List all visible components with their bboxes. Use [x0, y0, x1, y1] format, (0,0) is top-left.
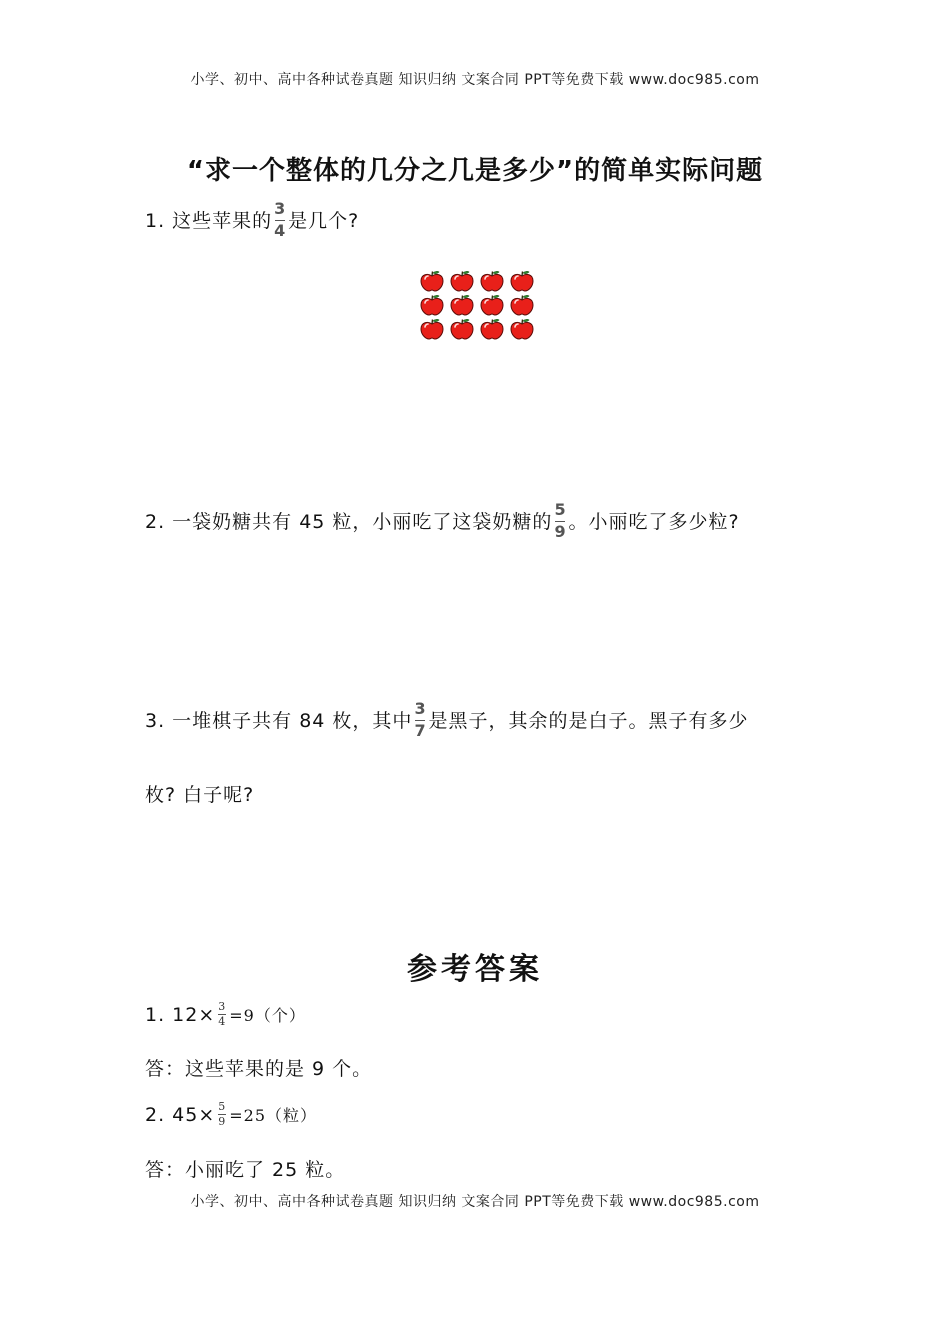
- fraction-3-4: $\frac{3}{4}$: [274, 199, 287, 240]
- apple-icon: [449, 318, 475, 340]
- question-1-text-end: 是几个?: [288, 210, 360, 232]
- apple-icon: [509, 270, 535, 292]
- answer-2-reply: 答：小丽吃了 25 粒。: [145, 1159, 346, 1181]
- apple-grid: [419, 270, 535, 340]
- question-1: [145, 199, 360, 240]
- apple-icon: [419, 318, 445, 340]
- question-2-text: 2. 一袋奶糖共有 45 粒，小丽吃了这袋奶糖的: [145, 511, 553, 533]
- apple-icon: [479, 318, 505, 340]
- apple-icon: [419, 270, 445, 292]
- apple-icon: [509, 318, 535, 340]
- question-3-line-2: 枚? 白子呢?: [145, 784, 255, 806]
- fraction-5-9: $\frac{5}{9}$: [554, 500, 567, 541]
- apple-icon: [479, 294, 505, 316]
- apple-icon: [419, 294, 445, 316]
- question-1-text: 1. 这些苹果的: [145, 210, 273, 232]
- question-3: [145, 699, 749, 740]
- question-3-text-end: 是黑子，其余的是白子。黑子有多少: [428, 710, 749, 732]
- apple-icon: [449, 294, 475, 316]
- apple-icon: [479, 270, 505, 292]
- question-3-text: 3. 一堆棋子共有 84 枚，其中: [145, 710, 413, 732]
- page-title: “求一个整体的几分之几是多少”的简单实际问题: [186, 156, 764, 186]
- fraction-3-7: $\frac{3}{7}$: [414, 699, 427, 740]
- question-2: [145, 500, 740, 541]
- answer-1-formula: 1. 12× $\frac{3}{4}$ =9（个）: [145, 1000, 306, 1028]
- answer-fraction-5-9: $\frac{5}{9}$: [218, 1100, 227, 1128]
- answer-fraction-3-4: $\frac{3}{4}$: [218, 1000, 227, 1028]
- question-2-text-end: 。小丽吃了多少粒?: [568, 511, 740, 533]
- page-footer: 小学、初中、高中各种试卷真题 知识归纳 文案合同 PPT等免费下载 www.doc985.com: [190, 1194, 760, 1210]
- apple-icon: [509, 294, 535, 316]
- apple-icon: [449, 270, 475, 292]
- answer-title: 参考答案: [407, 952, 543, 987]
- page-header: 小学、初中、高中各种试卷真题 知识归纳 文案合同 PPT等免费下载 www.doc985.com: [190, 72, 760, 88]
- answer-1-reply: 答：这些苹果的是 9 个。: [145, 1058, 373, 1080]
- answer-2-formula: 2. 45× $\frac{5}{9}$ =25（粒）: [145, 1100, 318, 1128]
